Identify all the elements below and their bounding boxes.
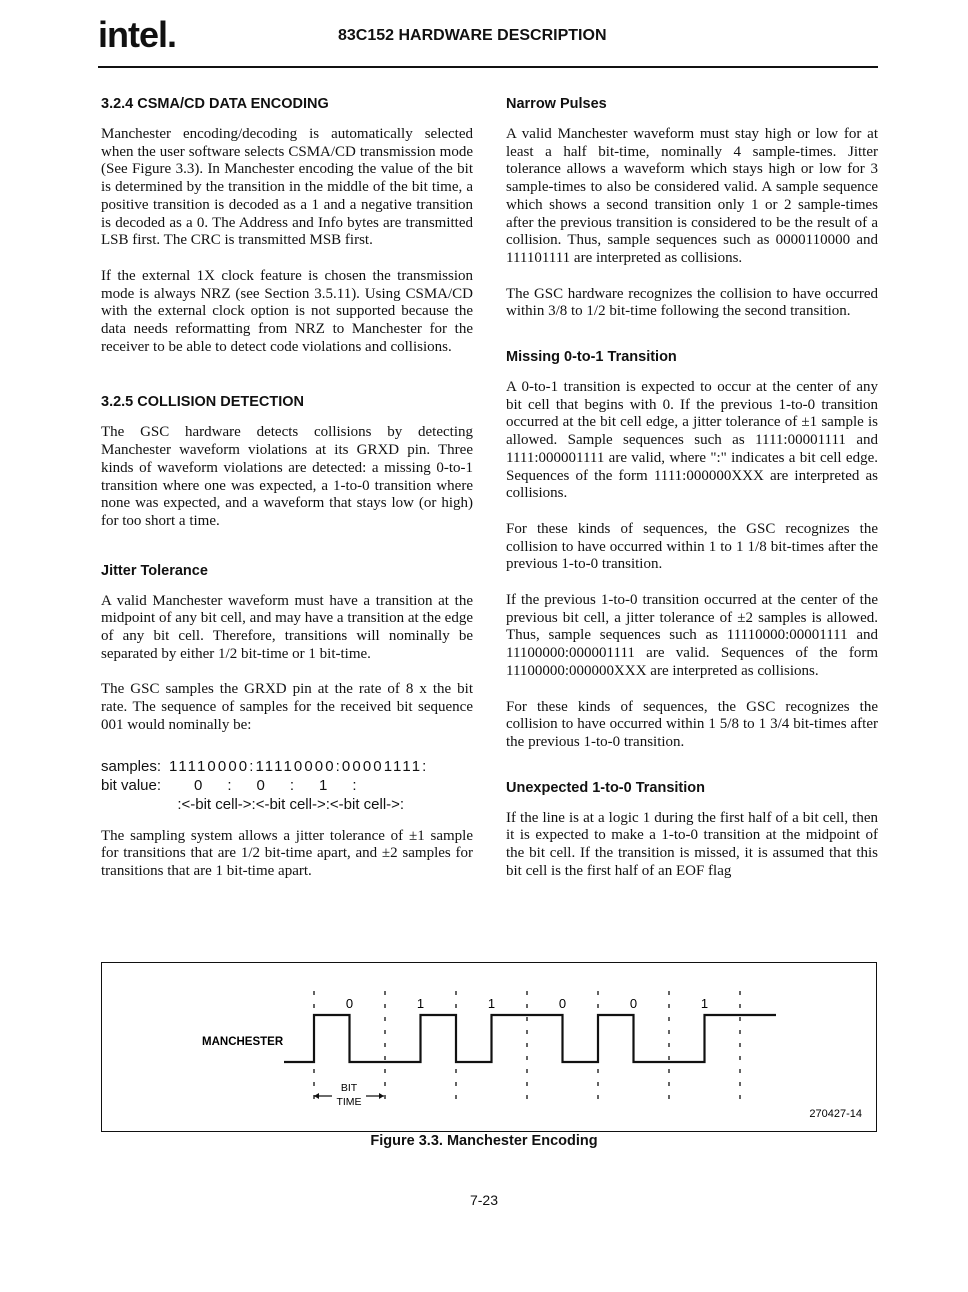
bit-value-label: bit value: bbox=[101, 776, 162, 794]
paragraph: The GSC hardware detects collisions by detecting Manchester waveform violations at its GRXD pin. Three kinds of waveform violations are detected: a missing 0-to-1 transition where one was expected, a 1-to-0 transition where none was expected, and a waveform that stays low (or high) for too short a time. bbox=[101, 424, 473, 529]
paragraph: A 0-to-1 transition is expected to occur at the center of any bit cell that begins with 0. If the previous 1-to-0 transition occurred at the bit cell edge, a jitter tolerance of ±1 sample is allowed. Sample sequences such as 1111:00001111 and 1111:000001111 are valid, where ":" indicates a bit cell edge. Sequences of the form 1111:000000XXX are interpreted as collisions. bbox=[506, 379, 878, 502]
samples-value: 11110000:11110000:00001111: bbox=[169, 757, 429, 775]
bit-value-labels bbox=[346, 996, 708, 1011]
intel-logo: intel. bbox=[98, 14, 177, 55]
paragraph: The GSC samples the GRXD pin at the rate of 8 x the bit rate. The sequence of samples for the received bit sequence 001 would nominally be: bbox=[101, 681, 473, 733]
bit-value-label: 0 bbox=[629, 996, 638, 1011]
paragraph: The sampling system allows a jitter tolerance of ±1 sample for transitions that are 1/2 bit-time apart, and ±2 samples for transitions that are 1 bit-time apart. bbox=[101, 827, 473, 879]
bit-label: BIT bbox=[340, 1082, 358, 1094]
bit-time-marker bbox=[314, 1082, 384, 1108]
figure-caption: Figure 3.3. Manchester Encoding bbox=[370, 1133, 598, 1149]
sample-sequence-block bbox=[101, 757, 473, 814]
section-3-2-4-heading: 3.2.4 CSMA/CD DATA ENCODING bbox=[101, 96, 329, 112]
bit-time-arrowhead-left bbox=[314, 1093, 319, 1099]
header-rule bbox=[98, 66, 878, 68]
missing-transition-heading: Missing 0-to-1 Transition bbox=[506, 349, 677, 366]
jitter-tolerance-heading: Jitter Tolerance bbox=[101, 562, 208, 579]
paragraph: The GSC hardware recognizes the collision to have occurred within 3/8 to 1/2 bit-time following the second transition. bbox=[506, 285, 878, 320]
bit-value-label: 0 bbox=[558, 996, 567, 1011]
right-column bbox=[506, 96, 878, 899]
figure-id: 270427-14 bbox=[809, 1108, 862, 1120]
bit-time-arrowhead-right bbox=[379, 1093, 384, 1099]
paragraph: A valid Manchester waveform must stay high or low for at least a half bit-time, nominally 4 sample-times. Jitter tolerance allows a waveform which stays high or low for 3 sample-times to also be considered valid. A sample sequence which shows a second transition only 1 or 2 sample-times after the previous transition is considered to be the result of a collision. Thus, sample sequences such as 0000110000 and 111101111 are interpreted as collisions. bbox=[506, 126, 878, 266]
paragraph: If the external 1X clock feature is chosen the transmission mode is always NRZ (see Section 3.5.11). Using CSMA/CD with the external clock option is not supported because the data needs reformatting from NRZ to Manchester for the receiver to be able to detect code violations and collisions. bbox=[101, 267, 473, 355]
manchester-signal-label: MANCHESTER bbox=[202, 1036, 284, 1048]
bit-cell-dividers bbox=[314, 991, 740, 1108]
paragraph: If the previous 1-to-0 transition occurred at the center of the previous bit cell, a jitter tolerance of ±2 samples is allowed. Thus, sample sequences such as 11110000:00001111 and 11100000:000001111 are valid. Sequences of the form 11100000:000000XXX are interpreted as collisions. bbox=[506, 592, 878, 679]
paragraph: Manchester encoding/decoding is automatically selected when the user software selects CSMA/CD transmission mode (See Figure 3.3). In Manchester encoding the value of the bit is determined by the transition in the middle of the bit time, a positive transition is decoded as a 1 and a negative transition is decoded as a 0. The Address and Info bytes are transmitted LSB first. The CRC is transmitted MSB first. bbox=[101, 126, 473, 249]
manchester-waveform-diagram bbox=[102, 963, 876, 1131]
bit-value-label: 1 bbox=[487, 996, 496, 1011]
unexpected-transition-heading: Unexpected 1-to-0 Transition bbox=[506, 779, 706, 796]
left-column bbox=[101, 96, 473, 899]
bit-cell-row: :<-bit cell->:<-bit cell->:<-bit cell->: bbox=[169, 795, 405, 813]
manchester-figure bbox=[101, 962, 877, 1132]
paragraph: A valid Manchester waveform must have a transition at the midpoint of any bit cell, and may have a transition at the edge of any bit cell. Therefore, transitions will nominally be separated by either 1/2 bit-time or 1 bit-time. bbox=[101, 592, 473, 662]
bit-value-label: 1 bbox=[700, 996, 709, 1011]
samples-label: samples: bbox=[101, 757, 162, 775]
paragraph: For these kinds of sequences, the GSC recognizes the collision to have occurred within 1 5/8 to 1 3/4 bit-times after the previous 1-to-0 transition. bbox=[506, 698, 878, 750]
bit-value-label: 1 bbox=[416, 996, 425, 1011]
bit-value-label: 0 bbox=[345, 996, 354, 1011]
page-header-title: 83C152 HARDWARE DESCRIPTION bbox=[338, 27, 607, 44]
paragraph: If the line is at a logic 1 during the first half of a bit cell, then it is expected to make a 1-to-0 transition at the midpoint of the bit cell. If the transition is missed, it is assumed that this bit cell is the first half of an EOF flag bbox=[506, 809, 878, 879]
time-label: TIME bbox=[336, 1096, 362, 1108]
section-3-2-5-heading: 3.2.5 COLLISION DETECTION bbox=[101, 394, 305, 411]
paragraph: For these kinds of sequences, the GSC recognizes the collision to have occurred within 1 to 1 1/8 bit-times after the previous 1-to-0 transition. bbox=[506, 520, 878, 573]
bit-value-row: 0 : 0 : 1 : bbox=[169, 776, 357, 794]
manchester-waveform bbox=[284, 1015, 776, 1062]
narrow-pulses-heading: Narrow Pulses bbox=[506, 96, 607, 112]
page-number: 7-23 bbox=[469, 1192, 499, 1208]
